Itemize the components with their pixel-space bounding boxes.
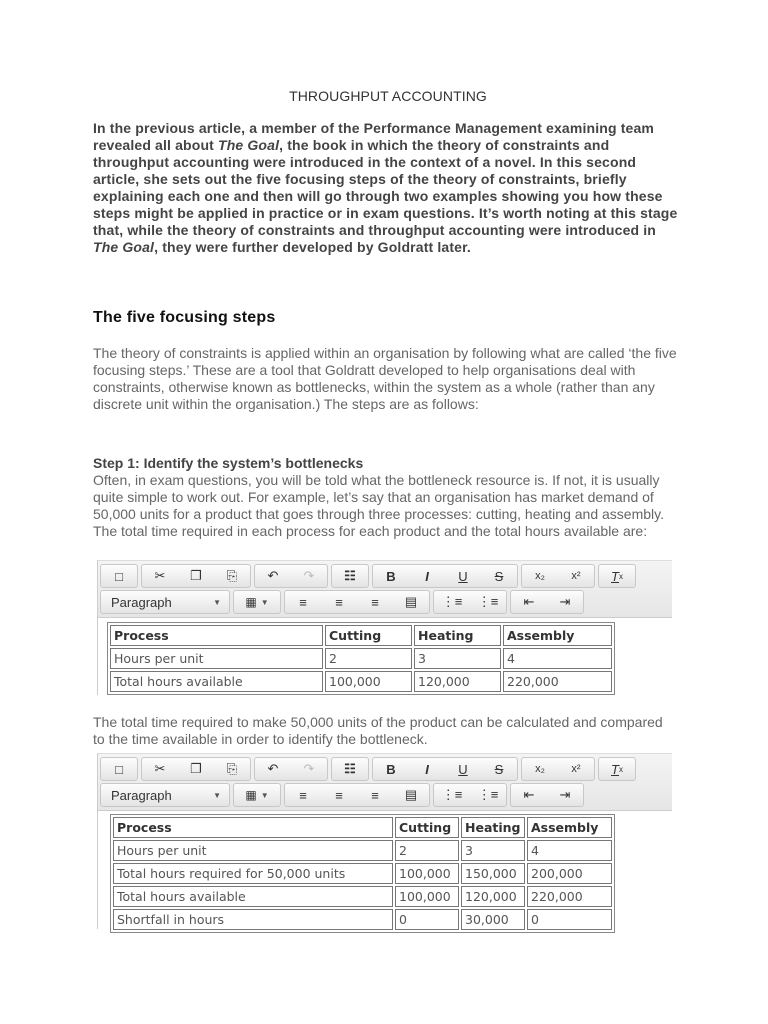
intro-text: , they were further developed by Goldratt later. xyxy=(154,239,471,255)
italic-icon[interactable]: I xyxy=(425,568,429,584)
find-binoculars-icon[interactable]: ☷ xyxy=(344,568,356,583)
step1-heading: Step 1: Identify the system’s bottlenecks xyxy=(93,455,364,471)
table-cell: 2 xyxy=(325,648,412,669)
table-cell: Shortfall in hours xyxy=(113,909,393,930)
bold-icon[interactable]: B xyxy=(386,761,396,777)
rich-text-editor-1[interactable] xyxy=(97,560,671,695)
table-header-cell: Heating xyxy=(414,625,501,646)
table-cell: 4 xyxy=(527,840,612,861)
outdent-icon[interactable]: ⇤ xyxy=(523,787,535,802)
bullet-list-icon[interactable]: ⋮≡ xyxy=(441,594,463,609)
table-cell: Hours per unit xyxy=(110,648,323,669)
numbered-list-icon[interactable]: ⋮≡ xyxy=(477,787,499,802)
editor-toolbar xyxy=(98,560,672,618)
italic-icon[interactable]: I xyxy=(425,761,429,777)
chevron-down-icon: ▼ xyxy=(213,790,221,800)
toolbar-row-2 xyxy=(100,590,584,613)
table-cell: 3 xyxy=(414,648,501,669)
numbered-list-icon[interactable]: ⋮≡ xyxy=(477,594,499,609)
indent-icon[interactable]: ⇥ xyxy=(559,594,571,609)
table-cell: 0 xyxy=(527,909,612,930)
toolbar-row-1 xyxy=(100,564,636,587)
subscript-icon[interactable]: x₂ xyxy=(535,763,545,775)
table-header-cell: Assembly xyxy=(503,625,612,646)
table-cell: Total hours required for 50,000 units xyxy=(113,863,393,884)
paste-icon[interactable]: ⎘ xyxy=(226,761,238,776)
subscript-icon[interactable]: x₂ xyxy=(535,570,545,582)
table-row xyxy=(110,671,612,692)
table-cell: Total hours available xyxy=(110,671,323,692)
table-cell: Total hours available xyxy=(113,886,393,907)
table-header-cell: Assembly xyxy=(527,817,612,838)
chevron-down-icon: ▼ xyxy=(260,597,269,607)
editor-toolbar xyxy=(98,753,672,811)
table-cell: 150,000 xyxy=(461,863,525,884)
intro-text: , the book in which the theory of constraints and throughput accounting were introduced in the context of a novel. In this second article, she sets out the five focusing steps of the theory of constraints, briefly explaining each one and then will go through two examples showing you how these steps might be applied in practice or in exam questions. It’s worth noting at this stage that, while the theory of constraints and throughput accounting were introduced in xyxy=(93,137,678,238)
align-justify-icon[interactable]: ▤ xyxy=(404,594,418,609)
clear-formatting-icon[interactable]: T x xyxy=(611,761,623,777)
align-left-icon[interactable]: ≡ xyxy=(299,594,307,610)
table-cell: 3 xyxy=(461,840,525,861)
redo-icon[interactable]: ↷ xyxy=(303,568,315,583)
section-paragraph: The theory of constraints is applied within an organisation by following what are called ‘the five focusing steps.’ These are a tool that Goldratt developed to help organisations deal with constraints, otherwise known as bottlenecks, within the system as a whole (rather than any discrete unit within the organisation.) The steps are as follows: xyxy=(93,345,677,412)
table-cell: 220,000 xyxy=(527,886,612,907)
strikethrough-icon[interactable]: S xyxy=(494,568,504,584)
table-cell: 2 xyxy=(395,840,459,861)
copy-icon[interactable]: ❐ xyxy=(190,568,202,583)
align-right-icon[interactable]: ≡ xyxy=(371,594,379,610)
bold-icon[interactable]: B xyxy=(386,568,396,584)
book-title: The Goal xyxy=(218,137,280,153)
table-header-cell: Heating xyxy=(461,817,525,838)
format-select-value: Paragraph xyxy=(111,594,172,610)
table-header-row xyxy=(110,625,612,646)
table-cell: 200,000 xyxy=(527,863,612,884)
paste-icon[interactable]: ⎘ xyxy=(226,568,238,583)
align-right-icon[interactable]: ≡ xyxy=(371,787,379,803)
chevron-down-icon: ▼ xyxy=(260,790,269,800)
chevron-down-icon: ▼ xyxy=(213,597,221,607)
section-heading: The five focusing steps xyxy=(93,309,276,326)
new-document-icon[interactable]: □ xyxy=(115,568,123,584)
cut-icon[interactable]: ✂ xyxy=(154,761,166,776)
indent-icon[interactable]: ⇥ xyxy=(559,787,571,802)
table-cell: 120,000 xyxy=(414,671,501,692)
table-header-cell: Process xyxy=(110,625,323,646)
align-left-icon[interactable]: ≡ xyxy=(299,787,307,803)
step1-paragraph: Often, in exam questions, you will be told what the bottleneck resource is. If not, it is usually quite simple to work out. For example, let’s say that an organisation has market demand of 50,000 units for a product that goes through three processes: cutting, heating and assembly. The total time required in each process for each product and the total hours available are: xyxy=(93,472,664,539)
table-row xyxy=(113,886,612,907)
table-row xyxy=(113,909,612,930)
underline-icon[interactable]: U xyxy=(458,761,468,777)
table-cell: 100,000 xyxy=(325,671,412,692)
cut-icon[interactable]: ✂ xyxy=(154,568,166,583)
table-cell: 0 xyxy=(395,909,459,930)
data-table-2 xyxy=(110,814,615,933)
table-cell: 220,000 xyxy=(503,671,612,692)
table-cell: 120,000 xyxy=(461,886,525,907)
strikethrough-icon[interactable]: S xyxy=(494,761,504,777)
table-cell: 100,000 xyxy=(395,863,459,884)
table-cell: 4 xyxy=(503,648,612,669)
toolbar-row-1 xyxy=(100,757,636,780)
document-title: THROUGHPUT ACCOUNTING xyxy=(289,88,487,104)
between-paragraph: The total time required to make 50,000 units of the product can be calculated and compared to the time available in order to identify the bottleneck. xyxy=(93,714,663,747)
copy-icon[interactable]: ❐ xyxy=(190,761,202,776)
outdent-icon[interactable]: ⇤ xyxy=(523,594,535,609)
align-center-icon[interactable]: ≡ xyxy=(335,787,343,803)
data-table-1 xyxy=(107,622,615,695)
table-icon: ▦ xyxy=(245,595,257,609)
undo-icon[interactable]: ↶ xyxy=(267,568,279,583)
table-header-row xyxy=(113,817,612,838)
table-icon: ▦ xyxy=(245,788,257,802)
table-row xyxy=(113,863,612,884)
toolbar-row-2 xyxy=(100,783,584,806)
table-header-cell: Cutting xyxy=(325,625,412,646)
book-title: The Goal xyxy=(93,239,155,255)
paragraph-format-select[interactable] xyxy=(101,591,229,613)
table-cell: 100,000 xyxy=(395,886,459,907)
find-binoculars-icon[interactable]: ☷ xyxy=(344,761,356,776)
table-cell: 30,000 xyxy=(461,909,525,930)
paragraph-format-select[interactable] xyxy=(101,784,229,806)
bullet-list-icon[interactable]: ⋮≡ xyxy=(441,787,463,802)
table-button[interactable] xyxy=(234,591,280,613)
redo-icon[interactable]: ↷ xyxy=(303,761,315,776)
format-select-value: Paragraph xyxy=(111,787,172,803)
undo-icon[interactable]: ↶ xyxy=(267,761,279,776)
new-document-icon[interactable]: □ xyxy=(115,761,123,777)
intro-paragraph xyxy=(93,120,683,256)
align-center-icon[interactable]: ≡ xyxy=(335,594,343,610)
superscript-icon[interactable]: x² xyxy=(571,570,581,582)
rich-text-editor-2[interactable] xyxy=(97,753,671,929)
table-header-cell: Process xyxy=(113,817,393,838)
superscript-icon[interactable]: x² xyxy=(571,763,581,775)
table-row xyxy=(110,648,612,669)
table-row xyxy=(113,840,612,861)
clear-formatting-icon[interactable]: T x xyxy=(611,568,623,584)
table-cell: Hours per unit xyxy=(113,840,393,861)
underline-icon[interactable]: U xyxy=(458,568,468,584)
intro-text: In the previous article, a member of the Performance Management examining team revealed all about xyxy=(93,120,654,153)
table-header-cell: Cutting xyxy=(395,817,459,838)
table-button[interactable] xyxy=(234,784,280,806)
align-justify-icon[interactable]: ▤ xyxy=(404,787,418,802)
